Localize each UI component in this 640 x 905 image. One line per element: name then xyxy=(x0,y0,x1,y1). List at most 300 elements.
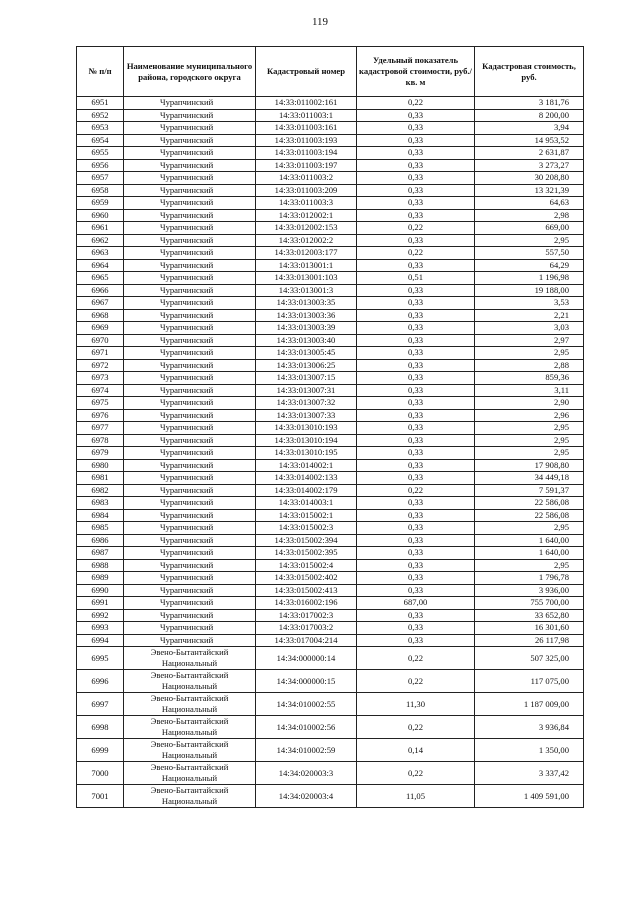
cadastral-number: 14:33:013007:33 xyxy=(256,409,357,422)
district-name: Чурапчинский xyxy=(124,197,256,210)
rate-value: 0,22 xyxy=(357,670,475,693)
district-name: Эвено-Бытантайский Национальный xyxy=(124,670,256,693)
rate-value: 0,33 xyxy=(357,284,475,297)
table-row xyxy=(77,739,584,762)
rate-value: 0,33 xyxy=(357,109,475,122)
cost-value: 19 188,00 xyxy=(475,284,584,297)
table-row xyxy=(77,209,584,222)
table-body xyxy=(77,97,584,808)
row-number: 6993 xyxy=(77,622,124,635)
district-name: Чурапчинский xyxy=(124,359,256,372)
table-row xyxy=(77,147,584,160)
district-name: Чурапчинский xyxy=(124,234,256,247)
district-name: Чурапчинский xyxy=(124,272,256,285)
table-row xyxy=(77,447,584,460)
rate-value: 0,33 xyxy=(357,322,475,335)
cost-value: 34 449,18 xyxy=(475,472,584,485)
district-name: Чурапчинский xyxy=(124,584,256,597)
cadastral-number: 14:33:017003:2 xyxy=(256,622,357,635)
table-row xyxy=(77,670,584,693)
row-number: 6976 xyxy=(77,409,124,422)
cadastral-number: 14:33:013006:25 xyxy=(256,359,357,372)
cost-value: 1 187 009,00 xyxy=(475,693,584,716)
cost-value: 2,95 xyxy=(475,347,584,360)
district-name: Чурапчинский xyxy=(124,97,256,110)
cadastral-number: 14:33:014002:133 xyxy=(256,472,357,485)
row-number: 6979 xyxy=(77,447,124,460)
table-row xyxy=(77,359,584,372)
district-name: Чурапчинский xyxy=(124,122,256,135)
table-row xyxy=(77,284,584,297)
district-name: Чурапчинский xyxy=(124,209,256,222)
table-row xyxy=(77,247,584,260)
rate-value: 0,22 xyxy=(357,762,475,785)
row-number: 6999 xyxy=(77,739,124,762)
row-number: 6982 xyxy=(77,484,124,497)
row-number: 6990 xyxy=(77,584,124,597)
row-number: 6978 xyxy=(77,434,124,447)
table-row xyxy=(77,297,584,310)
rate-value: 0,33 xyxy=(357,459,475,472)
rate-value: 0,14 xyxy=(357,739,475,762)
rate-value: 0,33 xyxy=(357,347,475,360)
table-row xyxy=(77,334,584,347)
table-row xyxy=(77,184,584,197)
rate-value: 0,33 xyxy=(357,634,475,647)
cadastral-number: 14:33:015002:394 xyxy=(256,534,357,547)
district-name: Эвено-Бытантайский Национальный xyxy=(124,716,256,739)
cadastral-number: 14:33:013007:32 xyxy=(256,397,357,410)
table-row xyxy=(77,197,584,210)
district-name: Чурапчинский xyxy=(124,334,256,347)
table-row xyxy=(77,572,584,585)
rate-value: 0,33 xyxy=(357,509,475,522)
rate-value: 0,33 xyxy=(357,472,475,485)
row-number: 6968 xyxy=(77,309,124,322)
row-number: 6986 xyxy=(77,534,124,547)
cadastral-number: 14:33:015002:395 xyxy=(256,547,357,560)
cost-value: 16 301,60 xyxy=(475,622,584,635)
district-name: Чурапчинский xyxy=(124,522,256,535)
cost-value: 22 586,08 xyxy=(475,497,584,510)
district-name: Чурапчинский xyxy=(124,159,256,172)
table-row xyxy=(77,434,584,447)
district-name: Чурапчинский xyxy=(124,147,256,160)
table-row xyxy=(77,622,584,635)
district-name: Чурапчинский xyxy=(124,397,256,410)
rate-value: 0,22 xyxy=(357,484,475,497)
rate-value: 0,33 xyxy=(357,359,475,372)
rate-value: 0,33 xyxy=(357,622,475,635)
row-number: 6963 xyxy=(77,247,124,260)
cost-value: 755 700,00 xyxy=(475,597,584,610)
cadastral-number: 14:33:011003:161 xyxy=(256,122,357,135)
district-name: Чурапчинский xyxy=(124,534,256,547)
district-name: Чурапчинский xyxy=(124,484,256,497)
rate-value: 0,22 xyxy=(357,97,475,110)
row-number: 6966 xyxy=(77,284,124,297)
row-number: 6971 xyxy=(77,347,124,360)
row-number: 6996 xyxy=(77,670,124,693)
cost-value: 26 117,98 xyxy=(475,634,584,647)
district-name: Эвено-Бытантайский Национальный xyxy=(124,785,256,808)
cadastral-number: 14:33:013001:103 xyxy=(256,272,357,285)
district-name: Чурапчинский xyxy=(124,309,256,322)
rate-value: 0,33 xyxy=(357,559,475,572)
row-number: 6970 xyxy=(77,334,124,347)
district-name: Чурапчинский xyxy=(124,372,256,385)
table-row xyxy=(77,484,584,497)
row-number: 6964 xyxy=(77,259,124,272)
cost-value: 13 321,39 xyxy=(475,184,584,197)
row-number: 6967 xyxy=(77,297,124,310)
rate-value: 0,22 xyxy=(357,647,475,670)
cost-value: 3 337,42 xyxy=(475,762,584,785)
table-row xyxy=(77,409,584,422)
cadastral-number: 14:33:016002:196 xyxy=(256,597,357,610)
rate-value: 0,33 xyxy=(357,584,475,597)
row-number: 6998 xyxy=(77,716,124,739)
cadastral-number: 14:34:010002:55 xyxy=(256,693,357,716)
cadastral-number: 14:33:011003:194 xyxy=(256,147,357,160)
cost-value: 1 350,00 xyxy=(475,739,584,762)
cost-value: 1 640,00 xyxy=(475,547,584,560)
row-number: 6952 xyxy=(77,109,124,122)
rate-value: 0,33 xyxy=(357,334,475,347)
cadastral-number: 14:33:011003:2 xyxy=(256,172,357,185)
table-row xyxy=(77,159,584,172)
cost-value: 2,21 xyxy=(475,309,584,322)
rate-value: 0,33 xyxy=(357,372,475,385)
rate-value: 11,05 xyxy=(357,785,475,808)
row-number: 6962 xyxy=(77,234,124,247)
cost-value: 30 208,80 xyxy=(475,172,584,185)
page-number: 119 xyxy=(311,16,329,28)
row-number: 6977 xyxy=(77,422,124,435)
cadastral-number: 14:33:017002:3 xyxy=(256,609,357,622)
cadastral-number: 14:34:020003:3 xyxy=(256,762,357,785)
rate-value: 0,33 xyxy=(357,534,475,547)
row-number: 6954 xyxy=(77,134,124,147)
rate-value: 0,33 xyxy=(357,522,475,535)
cadastral-number: 14:33:014002:179 xyxy=(256,484,357,497)
rate-value: 0,33 xyxy=(357,172,475,185)
cadastral-number: 14:33:013003:36 xyxy=(256,309,357,322)
cost-value: 3 936,84 xyxy=(475,716,584,739)
district-name: Чурапчинский xyxy=(124,422,256,435)
row-number: 6959 xyxy=(77,197,124,210)
row-number: 6974 xyxy=(77,384,124,397)
district-name: Чурапчинский xyxy=(124,634,256,647)
cadastral-number: 14:33:014002:1 xyxy=(256,459,357,472)
cadastral-number: 14:33:012003:177 xyxy=(256,247,357,260)
row-number: 6987 xyxy=(77,547,124,560)
rate-value: 0,33 xyxy=(357,234,475,247)
table-row xyxy=(77,272,584,285)
table-row xyxy=(77,122,584,135)
row-number: 6994 xyxy=(77,634,124,647)
district-name: Чурапчинский xyxy=(124,172,256,185)
cadastral-number: 14:34:000000:14 xyxy=(256,647,357,670)
row-number: 6953 xyxy=(77,122,124,135)
table-row xyxy=(77,422,584,435)
cost-value: 1 640,00 xyxy=(475,534,584,547)
cadastral-number: 14:33:011003:1 xyxy=(256,109,357,122)
district-name: Чурапчинский xyxy=(124,547,256,560)
district-name: Чурапчинский xyxy=(124,409,256,422)
table-row xyxy=(77,472,584,485)
row-number: 6951 xyxy=(77,97,124,110)
rate-value: 0,33 xyxy=(357,397,475,410)
row-number: 6991 xyxy=(77,597,124,610)
table-row xyxy=(77,509,584,522)
rate-value: 0,33 xyxy=(357,447,475,460)
table-row xyxy=(77,597,584,610)
row-number: 6957 xyxy=(77,172,124,185)
cost-value: 859,36 xyxy=(475,372,584,385)
cost-value: 8 200,00 xyxy=(475,109,584,122)
table-row xyxy=(77,397,584,410)
cost-value: 2,90 xyxy=(475,397,584,410)
cadastral-number: 14:33:013005:45 xyxy=(256,347,357,360)
cost-value: 1 409 591,00 xyxy=(475,785,584,808)
rate-value: 0,33 xyxy=(357,184,475,197)
cadastral-number: 14:33:013003:35 xyxy=(256,297,357,310)
rate-value: 0,33 xyxy=(357,197,475,210)
rate-value: 11,30 xyxy=(357,693,475,716)
district-name: Чурапчинский xyxy=(124,509,256,522)
cadastral-number: 14:33:013010:194 xyxy=(256,434,357,447)
district-name: Чурапчинский xyxy=(124,572,256,585)
cadastral-number: 14:33:011002:161 xyxy=(256,97,357,110)
cadastral-number: 14:33:011003:3 xyxy=(256,197,357,210)
cost-value: 2,95 xyxy=(475,434,584,447)
table-row xyxy=(77,234,584,247)
row-number: 6973 xyxy=(77,372,124,385)
table-row xyxy=(77,347,584,360)
district-name: Чурапчинский xyxy=(124,434,256,447)
district-name: Эвено-Бытантайский Национальный xyxy=(124,693,256,716)
cadastral-number: 14:33:015002:4 xyxy=(256,559,357,572)
cost-value: 669,00 xyxy=(475,222,584,235)
table-row xyxy=(77,785,584,808)
row-number: 6972 xyxy=(77,359,124,372)
cadastral-number: 14:33:015002:402 xyxy=(256,572,357,585)
district-name: Чурапчинский xyxy=(124,609,256,622)
row-number: 6989 xyxy=(77,572,124,585)
row-number: 7000 xyxy=(77,762,124,785)
rate-value: 687,00 xyxy=(357,597,475,610)
table-row xyxy=(77,716,584,739)
cadastral-number: 14:33:013001:1 xyxy=(256,259,357,272)
district-name: Эвено-Бытантайский Национальный xyxy=(124,739,256,762)
row-number: 6980 xyxy=(77,459,124,472)
cadastral-number: 14:34:010002:59 xyxy=(256,739,357,762)
cadastral-number: 14:33:012002:2 xyxy=(256,234,357,247)
row-number: 6960 xyxy=(77,209,124,222)
table-row xyxy=(77,522,584,535)
cost-value: 2,96 xyxy=(475,409,584,422)
district-name: Чурапчинский xyxy=(124,559,256,572)
row-number: 6983 xyxy=(77,497,124,510)
cost-value: 64,29 xyxy=(475,259,584,272)
district-name: Чурапчинский xyxy=(124,384,256,397)
row-number: 6985 xyxy=(77,522,124,535)
cost-value: 22 586,08 xyxy=(475,509,584,522)
row-number: 6984 xyxy=(77,509,124,522)
cost-value: 2,97 xyxy=(475,334,584,347)
cost-value: 3,53 xyxy=(475,297,584,310)
table-row xyxy=(77,534,584,547)
header-district: Наименование муниципального района, городского округа xyxy=(124,47,256,97)
table-row xyxy=(77,762,584,785)
rate-value: 0,33 xyxy=(357,547,475,560)
cost-value: 3,94 xyxy=(475,122,584,135)
table-row xyxy=(77,172,584,185)
district-name: Чурапчинский xyxy=(124,347,256,360)
rate-value: 0,33 xyxy=(357,434,475,447)
rate-value: 0,51 xyxy=(357,272,475,285)
cost-value: 64,63 xyxy=(475,197,584,210)
district-name: Эвено-Бытантайский Национальный xyxy=(124,647,256,670)
district-name: Чурапчинский xyxy=(124,297,256,310)
cost-value: 7 591,37 xyxy=(475,484,584,497)
table-row xyxy=(77,134,584,147)
cost-value: 3 273,27 xyxy=(475,159,584,172)
table-row xyxy=(77,634,584,647)
cadastral-number: 14:33:013003:39 xyxy=(256,322,357,335)
district-name: Чурапчинский xyxy=(124,184,256,197)
rate-value: 0,22 xyxy=(357,716,475,739)
row-number: 6988 xyxy=(77,559,124,572)
table-row xyxy=(77,609,584,622)
row-number: 6981 xyxy=(77,472,124,485)
district-name: Чурапчинский xyxy=(124,459,256,472)
table-row xyxy=(77,497,584,510)
rate-value: 0,33 xyxy=(357,497,475,510)
cost-value: 2,95 xyxy=(475,522,584,535)
cost-value: 2,98 xyxy=(475,209,584,222)
cost-value: 1 796,78 xyxy=(475,572,584,585)
header-num: № п/п xyxy=(77,47,124,97)
cost-value: 2,95 xyxy=(475,447,584,460)
table-row xyxy=(77,459,584,472)
district-name: Чурапчинский xyxy=(124,284,256,297)
district-name: Чурапчинский xyxy=(124,134,256,147)
district-name: Чурапчинский xyxy=(124,322,256,335)
cadastral-number: 14:34:010002:56 xyxy=(256,716,357,739)
row-number: 6958 xyxy=(77,184,124,197)
rate-value: 0,33 xyxy=(357,122,475,135)
cost-value: 33 652,80 xyxy=(475,609,584,622)
table-row xyxy=(77,584,584,597)
cost-value: 2 631,87 xyxy=(475,147,584,160)
cost-value: 2,95 xyxy=(475,234,584,247)
cost-value: 3 181,76 xyxy=(475,97,584,110)
rate-value: 0,33 xyxy=(357,409,475,422)
district-name: Чурапчинский xyxy=(124,222,256,235)
rate-value: 0,33 xyxy=(357,134,475,147)
district-name: Чурапчинский xyxy=(124,109,256,122)
cadastral-number: 14:33:014003:1 xyxy=(256,497,357,510)
table-row xyxy=(77,109,584,122)
cadastral-number: 14:33:013003:40 xyxy=(256,334,357,347)
rate-value: 0,33 xyxy=(357,572,475,585)
table-row xyxy=(77,647,584,670)
district-name: Чурапчинский xyxy=(124,259,256,272)
table-row xyxy=(77,693,584,716)
cost-value: 2,88 xyxy=(475,359,584,372)
cadastral-number: 14:33:012002:1 xyxy=(256,209,357,222)
row-number: 6969 xyxy=(77,322,124,335)
cost-value: 3 936,00 xyxy=(475,584,584,597)
row-number: 6965 xyxy=(77,272,124,285)
cadastral-number: 14:33:012002:153 xyxy=(256,222,357,235)
cadastral-number: 14:33:015002:3 xyxy=(256,522,357,535)
cadastral-number: 14:33:015002:1 xyxy=(256,509,357,522)
cost-value: 1 196,98 xyxy=(475,272,584,285)
district-name: Чурапчинский xyxy=(124,622,256,635)
cost-value: 557,50 xyxy=(475,247,584,260)
rate-value: 0,22 xyxy=(357,222,475,235)
row-number: 6975 xyxy=(77,397,124,410)
cadastral-number: 14:33:013007:31 xyxy=(256,384,357,397)
cadastral-number: 14:33:017004:214 xyxy=(256,634,357,647)
header-rate: Удельный показатель кадастровой стоимости, руб./кв. м xyxy=(357,47,475,97)
cost-value: 14 953,52 xyxy=(475,134,584,147)
cadastral-number: 14:33:013007:15 xyxy=(256,372,357,385)
rate-value: 0,33 xyxy=(357,384,475,397)
cost-value: 17 908,80 xyxy=(475,459,584,472)
table-row xyxy=(77,309,584,322)
cadastral-number: 14:33:015002:413 xyxy=(256,584,357,597)
cadastral-number: 14:33:013010:195 xyxy=(256,447,357,460)
row-number: 6997 xyxy=(77,693,124,716)
cadastral-number: 14:33:013001:3 xyxy=(256,284,357,297)
cadastral-number: 14:33:011003:197 xyxy=(256,159,357,172)
rate-value: 0,33 xyxy=(357,309,475,322)
row-number: 6956 xyxy=(77,159,124,172)
cadastral-number: 14:33:013010:193 xyxy=(256,422,357,435)
cost-value: 2,95 xyxy=(475,559,584,572)
cost-value: 3,11 xyxy=(475,384,584,397)
rate-value: 0,33 xyxy=(357,147,475,160)
cost-value: 2,95 xyxy=(475,422,584,435)
district-name: Чурапчинский xyxy=(124,447,256,460)
rate-value: 0,33 xyxy=(357,259,475,272)
district-name: Чурапчинский xyxy=(124,472,256,485)
rate-value: 0,33 xyxy=(357,297,475,310)
row-number: 6955 xyxy=(77,147,124,160)
table-row xyxy=(77,384,584,397)
cadastral-number: 14:33:011003:209 xyxy=(256,184,357,197)
table-row xyxy=(77,322,584,335)
district-name: Эвено-Бытантайский Национальный xyxy=(124,762,256,785)
table-row xyxy=(77,259,584,272)
cadastral-number: 14:33:011003:193 xyxy=(256,134,357,147)
table-row xyxy=(77,222,584,235)
row-number: 6995 xyxy=(77,647,124,670)
district-name: Чурапчинский xyxy=(124,247,256,260)
cost-value: 117 075,00 xyxy=(475,670,584,693)
table-row xyxy=(77,372,584,385)
row-number: 6961 xyxy=(77,222,124,235)
cadastral-value-table xyxy=(76,46,584,808)
cost-value: 3,03 xyxy=(475,322,584,335)
rate-value: 0,33 xyxy=(357,159,475,172)
row-number: 7001 xyxy=(77,785,124,808)
district-name: Чурапчинский xyxy=(124,497,256,510)
